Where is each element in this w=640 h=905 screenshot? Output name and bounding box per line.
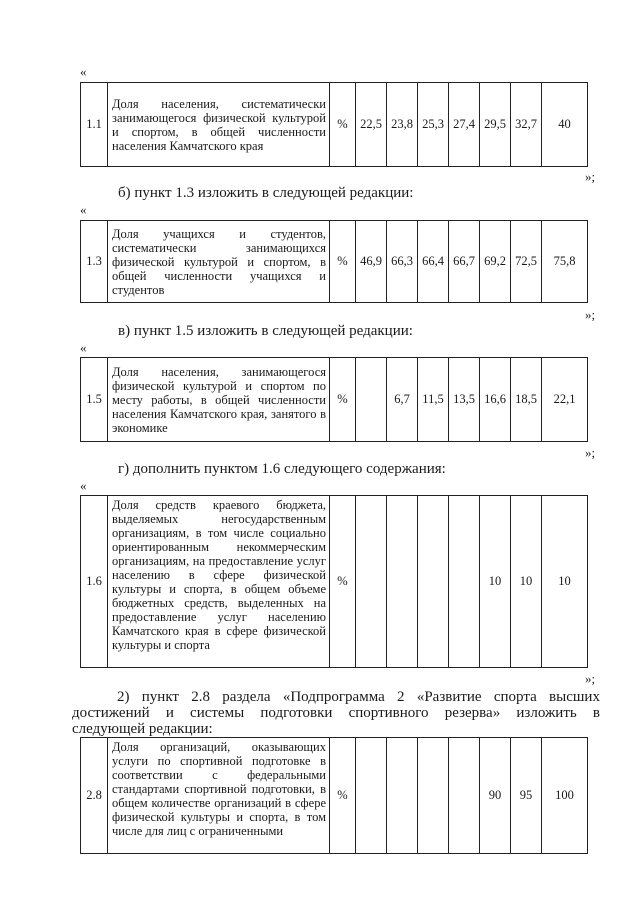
paragraph-item-2 <box>72 689 600 737</box>
value-cell: 18,5 <box>511 358 542 442</box>
value-cell <box>387 738 418 854</box>
indicator-table-1-3 <box>80 220 588 303</box>
unit-cell: % <box>330 358 356 442</box>
quote-open: « <box>80 64 87 79</box>
word: подготовки <box>260 705 333 721</box>
quote-close: »; <box>585 671 596 686</box>
value-cell <box>449 738 480 854</box>
value-cell: 95 <box>511 738 542 854</box>
row-number: 1.1 <box>81 83 108 167</box>
value-cell: 100 <box>542 738 588 854</box>
word: спортивного <box>348 705 429 721</box>
word: достижений <box>72 705 150 721</box>
word: «Развитие <box>416 689 482 705</box>
value-cell: 22,1 <box>542 358 588 442</box>
word: «Подпрограмма <box>282 689 385 705</box>
quote-open: « <box>80 340 87 355</box>
value-cell: 22,5 <box>356 83 387 167</box>
paragraph-line <box>72 705 600 721</box>
word: пункт <box>141 689 179 705</box>
value-cell: 72,5 <box>511 221 542 303</box>
value-cell: 10 <box>511 496 542 668</box>
value-cell <box>356 738 387 854</box>
quote-close: »; <box>585 445 596 460</box>
value-cell: 69,2 <box>480 221 511 303</box>
indicator-description: Доля организаций, оказывающих услуги по спортивной подготовке в соответствии с федеральными стандартами спортивной подготовки, в общем количестве организаций в сфере физической культуры и спорта, в том числе для лиц с ограниченными <box>108 738 330 854</box>
value-cell: 46,9 <box>356 221 387 303</box>
value-cell: 13,5 <box>449 358 480 442</box>
word: резерва» <box>444 705 501 721</box>
indicator-table-2-8 <box>80 737 588 854</box>
indicator-table-1-6 <box>80 495 588 668</box>
word: системы <box>190 705 245 721</box>
value-cell <box>387 496 418 668</box>
value-cell <box>356 358 387 442</box>
row-number: 1.6 <box>81 496 108 668</box>
value-cell: 75,8 <box>542 221 588 303</box>
row-number: 2.8 <box>81 738 108 854</box>
value-cell: 10 <box>542 496 588 668</box>
value-cell: 27,4 <box>449 83 480 167</box>
word: изложить <box>516 705 577 721</box>
value-cell: 11,5 <box>418 358 449 442</box>
word: следующей редакции: <box>72 721 213 737</box>
word: 2) <box>117 689 130 705</box>
value-cell: 25,3 <box>418 83 449 167</box>
indicator-description: Доля учащихся и студентов, систематически занимающихся физической культурой и спортом, в общей численности учащихся и студентов <box>108 221 330 303</box>
value-cell: 10 <box>480 496 511 668</box>
unit-cell: % <box>330 738 356 854</box>
word: 2 <box>397 689 405 705</box>
row-number: 1.5 <box>81 358 108 442</box>
unit-cell: % <box>330 496 356 668</box>
paragraph-b: б) пункт 1.3 изложить в следующей редакции: <box>118 185 414 201</box>
quote-open: « <box>80 202 87 217</box>
word: в <box>592 705 600 721</box>
value-cell <box>356 496 387 668</box>
value-cell: 90 <box>480 738 511 854</box>
indicator-table-1-5 <box>80 357 588 442</box>
indicator-description: Доля средств краевого бюджета, выделяемых негосударственным организациям, в том числе социально ориентированным некоммерческим организациям, на предоставление услуг населению в сфере физической культуры и спорта, в общем объеме бюджетных средств, выделенных на предоставление услуг населению Камчатского края в сфере физической культуры и спорта <box>108 496 330 668</box>
value-cell: 6,7 <box>387 358 418 442</box>
word: высших <box>549 689 600 705</box>
unit-cell: % <box>330 83 356 167</box>
indicator-description: Доля населения, систематически занимающегося физической культурой и спортом, в общей численности населения Камчатского края <box>108 83 330 167</box>
value-cell: 23,8 <box>387 83 418 167</box>
word: 2.8 <box>191 689 211 705</box>
value-cell: 66,7 <box>449 221 480 303</box>
quote-open: « <box>80 478 87 493</box>
quote-close: »; <box>585 169 596 184</box>
value-cell: 16,6 <box>480 358 511 442</box>
word: раздела <box>222 689 271 705</box>
value-cell <box>449 496 480 668</box>
paragraph-line <box>72 689 600 705</box>
value-cell <box>418 738 449 854</box>
value-cell: 32,7 <box>511 83 542 167</box>
value-cell: 66,3 <box>387 221 418 303</box>
indicator-description: Доля населения, занимающегося физической культурой и спортом по месту работы, в общей численности населения Камчатского края, занятого в экономике <box>108 358 330 442</box>
paragraph-g: г) дополнить пунктом 1.6 следующего содержания: <box>118 461 446 477</box>
word: спорта <box>493 689 537 705</box>
value-cell: 66,4 <box>418 221 449 303</box>
quote-close: »; <box>585 307 596 322</box>
word: и <box>165 705 174 721</box>
paragraph-v: в) пункт 1.5 изложить в следующей редакции: <box>118 323 413 339</box>
unit-cell: % <box>330 221 356 303</box>
value-cell: 40 <box>542 83 588 167</box>
paragraph-line <box>72 721 600 737</box>
value-cell: 29,5 <box>480 83 511 167</box>
indicator-table-1-1 <box>80 82 588 167</box>
value-cell <box>418 496 449 668</box>
row-number: 1.3 <box>81 221 108 303</box>
